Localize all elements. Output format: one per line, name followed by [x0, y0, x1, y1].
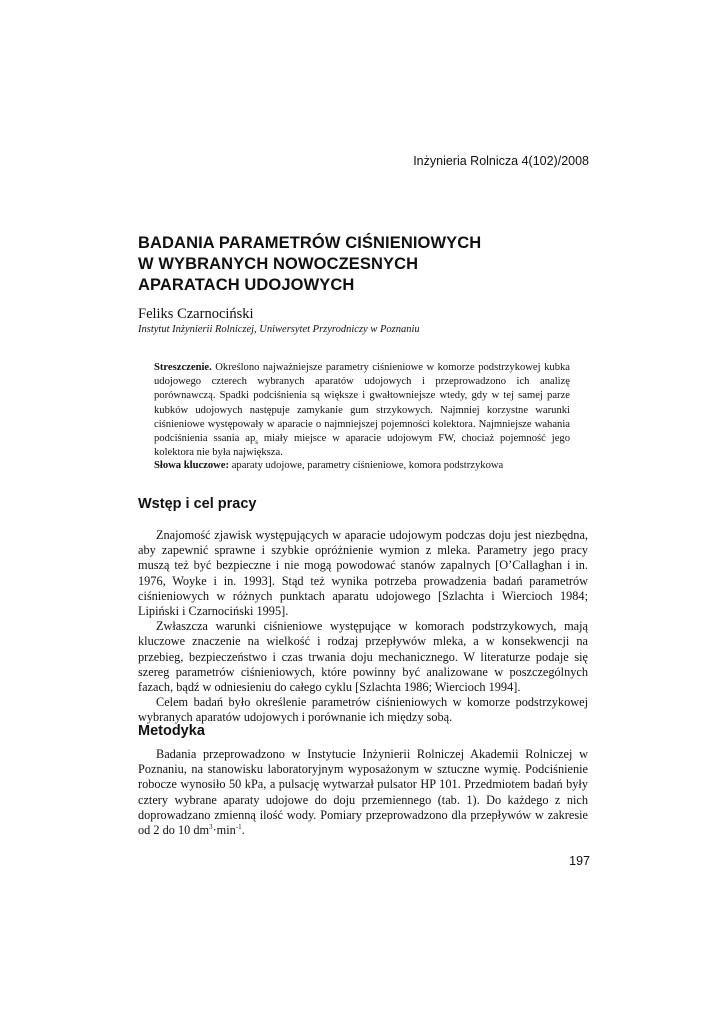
- abstract-text-b: miały miejsce w aparacie udojowym FW, chociaż pojemność jego kolektora nie była największa.: [154, 433, 570, 459]
- title-line-2: W WYBRANYCH NOWOCZESNYCH: [138, 255, 419, 273]
- page-number: 197: [569, 854, 590, 868]
- keywords: [154, 460, 574, 471]
- methods-sup-2: -1: [235, 822, 242, 831]
- abstract: [154, 361, 570, 460]
- abstract-label: Streszczenie.: [154, 362, 212, 373]
- paper-title: [138, 233, 598, 296]
- author-affiliation: Instytut Inżynierii Rolniczej, Uniwersytet Przyrodniczy w Poznaniu: [138, 324, 420, 335]
- journal-header: Inżynieria Rolnicza 4(102)/2008: [413, 154, 589, 168]
- methods-paragraph-1: [138, 747, 588, 838]
- methods-text-b: ·min: [212, 823, 236, 838]
- keywords-text: aparaty udojowe, parametry ciśnieniowe, komora podstrzykowa: [229, 460, 504, 471]
- section-methods-body: [138, 747, 588, 838]
- section-intro-body: [138, 528, 588, 726]
- title-line-3: APARATACH UDOJOWYCH: [138, 276, 355, 294]
- intro-paragraph-1: Znajomość zjawisk występujących w aparacie udojowym podczas doju jest niezbędna, aby zapewnić sprawne i szybkie opróżnienie wymion z mleka. Parametry jego pracy muszą też być bezpieczne i nie mogą powodować stanów zapalnych [O’Callaghan i in. 1976, Woyke i in. 1993]. Stąd też wynika potrzeba prowadzenia badań parametrów ciśnieniowych w różnych punktach aparatu udojowego [Szlachta i Wiercioch 1984; Lipiński i Czarnociński 1995].: [138, 528, 588, 619]
- author-name: Feliks Czarnociński: [138, 306, 254, 322]
- title-line-1: BADANIA PARAMETRÓW CIŚNIENIOWYCH: [138, 234, 482, 252]
- section-heading-intro: Wstęp i cel pracy: [138, 496, 257, 512]
- methods-sup-1: 3: [209, 822, 213, 831]
- abstract-text-a: Określono najważniejsze parametry ciśnieniowe w komorze podstrzykowej kubka udojowego czterech wybranych aparatów udojowych i przeprowadzono ich analizę porównawczą. Spadki podciśnienia są większe i gwałtowniejsze wtedy, gdy w tej samej parze kubków udojowych następuje zamykanie gum strzykowych. Najmniej korzystne warunki ciśnieniowe występowały w aparacie o najmniejszej pojemności kolektora. Najmniejsze wahania podciśnienia ssania ap: [154, 362, 570, 445]
- section-heading-methods: Metodyka: [138, 723, 205, 739]
- abstract-subscript: s: [255, 438, 258, 447]
- intro-paragraph-2: Zwłaszcza warunki ciśnieniowe występujące w komorach podstrzykowych, mają kluczowe znaczenie na wielkość i rodzaj przepływów mleka, a w konsekwencji na przebieg, bezpieczeństwo i czas trwania doju mechanicznego. W literaturze podaje się szereg parametrów ciśnieniowych, które powinny być analizowane w poszczególnych fazach, bądź w odniesieniu do całego cyklu [Szlachta 1986; Wiercioch 1994].: [138, 619, 588, 695]
- methods-text-c: .: [241, 823, 245, 838]
- intro-paragraph-3: Celem badań było określenie parametrów ciśnieniowych w komorze podstrzykowej wybranych aparatów udojowych i porównanie ich między sobą.: [138, 695, 588, 725]
- methods-text-a: Badania przeprowadzono w Instytucie Inżynierii Rolniczej Akademii Rolniczej w Poznaniu, na stanowisku laboratoryjnym wyposażonym w sztuczne wymię. Podciśnienie robocze wynosiło 50 kPa, a pulsację wytwarzał pulsator HP 101. Przedmiotem badań były cztery wybrane aparaty udojowe do doju przemiennego (tab. 1). Do każdego z nich doprowadzano zmienną ilość wody. Pomiary przeprowadzono dla przepływów w zakresie od 2 do 10 dm: [138, 747, 588, 838]
- keywords-label: Słowa kluczowe:: [154, 460, 230, 471]
